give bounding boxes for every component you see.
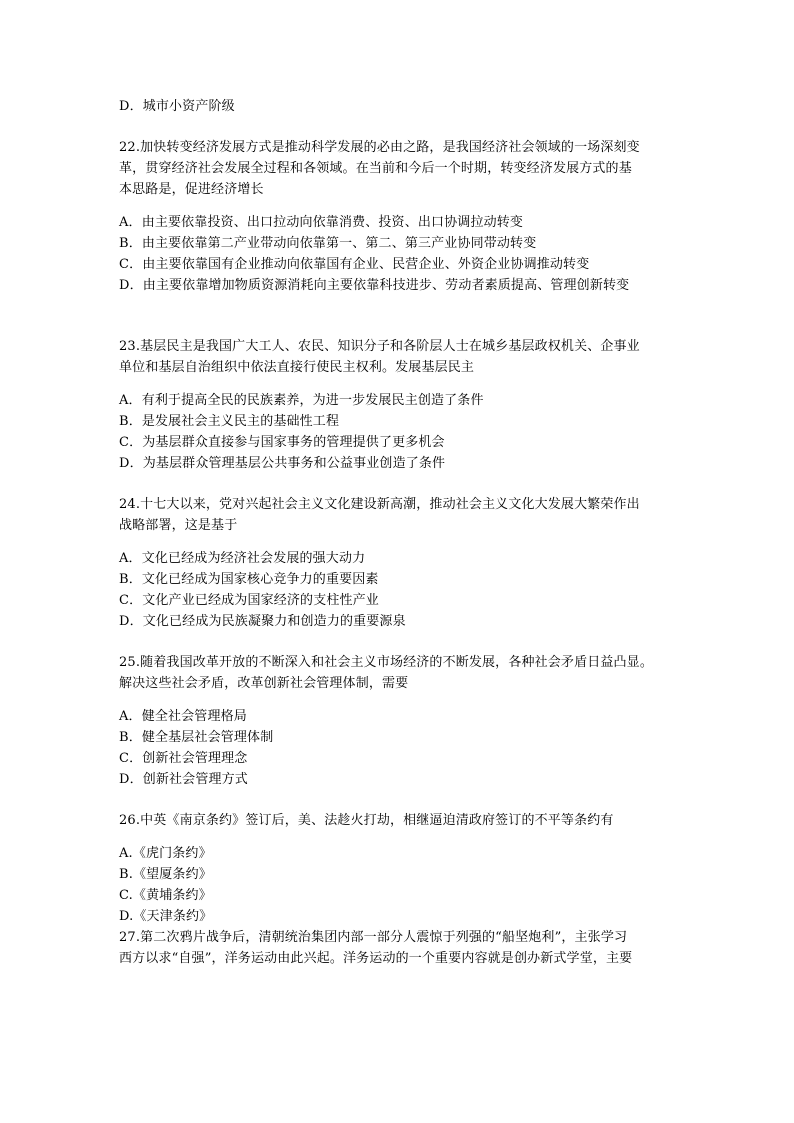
question-22	[119, 137, 689, 296]
option-a: A.《虎门条约》	[119, 846, 212, 861]
option-c: C．为基层群众直接参与国家事务的管理提供了更多机会	[119, 435, 445, 450]
option-c: C．创新社会管理理念	[119, 751, 248, 766]
question-23	[119, 336, 689, 474]
option-c: C．由主要依靠国有企业推动向依靠国有企业、民营企业、外资企业协调推动转变	[119, 257, 590, 272]
question-24	[119, 494, 689, 632]
question-stem-line: 战略部署，这是基于	[119, 518, 238, 533]
option-b: B．健全基层社会管理体制	[119, 730, 274, 745]
option-b: B．文化已经成为国家核心竞争力的重要因素	[119, 572, 379, 587]
option-d: D.《天津条约》	[119, 909, 213, 924]
question-stem-line: 西方以求“自强”，洋务运动由此兴起。洋务运动的一个重要内容就是创办新式学堂，主要	[119, 951, 633, 966]
question-stem-line: 26.中英《南京条约》签订后，美、法趁火打劫，相继逼迫清政府签订的不平等条约有	[119, 813, 614, 828]
option-a: A．文化已经成为经济社会发展的强大动力	[119, 551, 366, 566]
question-stem-line: 解决这些社会矛盾，改革创新社会管理体制，需要	[119, 676, 409, 691]
question-stem-line: 革，贯穿经济社会发展全过程和各领域。在当前和今后一个时期，转变经济发展方式的基	[119, 161, 632, 176]
option-d: D．由主要依靠增加物质资源消耗向主要依靠科技进步、劳动者素质提高、管理创新转变	[119, 278, 630, 293]
question-stem-line: 22.加快转变经济发展方式是推动科学发展的必由之路，是我国经济社会领域的一场深刻变	[119, 140, 640, 155]
question-25	[119, 652, 689, 790]
exam-page	[119, 96, 689, 969]
option-a: A．由主要依靠投资、出口拉动向依靠消费、投资、出口协调拉动转变	[119, 215, 524, 230]
option-d: D．创新社会管理方式	[119, 772, 248, 787]
option-c: C．文化产业已经成为国家经济的支柱性产业	[119, 593, 379, 608]
question-stem-line: 单位和基层自治组织中依法直接行使民主权利。发展基层民主	[119, 360, 475, 375]
question-stem-line: 25.随着我国改革开放的不断深入和社会主义市场经济的不断发展，各种社会矛盾日益凸显。	[119, 655, 653, 670]
option-a: A．健全社会管理格局	[119, 709, 247, 724]
question-stem-line: 23.基层民主是我国广大工人、农民、知识分子和各阶层人士在城乡基层政权机关、企事业	[119, 339, 640, 354]
question-stem-line: 24.十七大以来，党对兴起社会主义文化建设新高潮，推动社会主义文化大发展大繁荣作出	[119, 497, 640, 512]
option-d-prev-question: D．城市小资产阶级	[119, 99, 235, 114]
question-stem-line: 本思路是，促进经济增长	[119, 182, 264, 197]
question-stem-line: 27.第二次鸦片战争后，清朝统治集团内部一部分人震惊于列强的“船坚炮利”，主张学习	[119, 930, 628, 945]
option-d: D．文化已经成为民族凝聚力和创造力的重要源泉	[119, 614, 406, 629]
option-b: B．是发展社会主义民主的基础性工程	[119, 414, 340, 429]
question-27	[119, 927, 689, 969]
question-26	[119, 810, 689, 927]
option-a: A．有利于提高全民的民族素养，为进一步发展民主创造了条件	[119, 393, 484, 408]
option-b: B.《望厦条约》	[119, 867, 212, 882]
option-d: D．为基层群众管理基层公共事务和公益事业创造了条件	[119, 456, 446, 471]
option-c: C.《黄埔条约》	[119, 888, 212, 903]
option-b: B．由主要依靠第二产业带动向依靠第一、第二、第三产业协同带动转变	[119, 236, 537, 251]
